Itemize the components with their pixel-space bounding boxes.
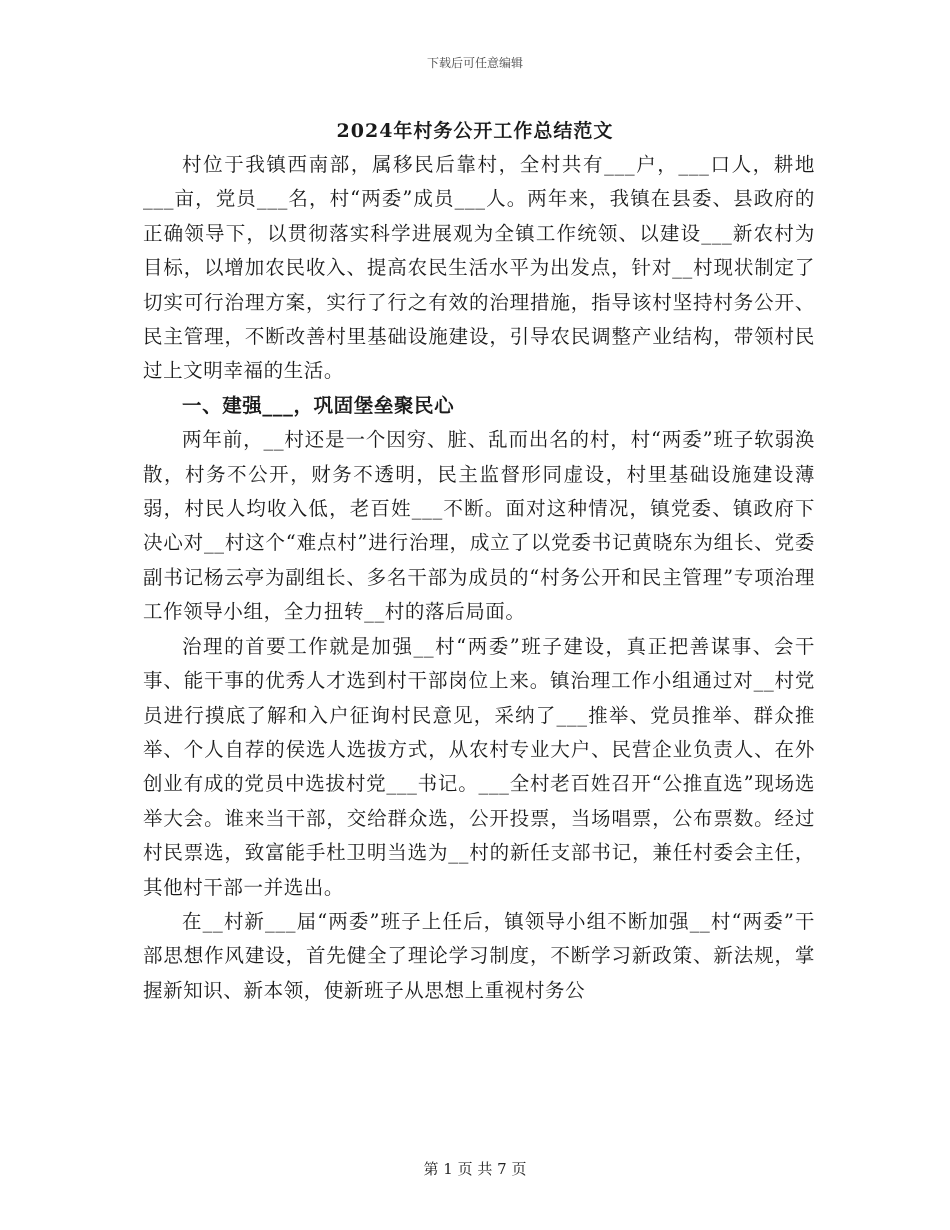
page-header-note: 下载后可任意编辑	[426, 56, 523, 70]
paragraph-new-committee: 在__村新___届“两委”班子上任后，镇领导小组不断加强__村“两委”干部思想作风建设，首先健全了理论学习制度，不断学习新政策、新法规，掌握新知识、新本领，使新班子从思想上重视村务公	[143, 909, 815, 1002]
document-title: 2024年村务公开工作总结范文	[336, 120, 614, 142]
paragraph-background: 两年前，__村还是一个因穷、脏、乱而出名的村，村“两委”班子软弱涣散，村务不公开，财务不透明，民主监督形同虚设，村里基础设施建设薄弱，村民人均收入低，老百姓___不断。面对这种情况，镇党委、镇政府下决心对__村这个“难点村”进行治理，成立了以党委书记黄晓东为组长、党委副书记杨云亭为副组长、多名干部为成员的“村务公开和民主管理”专项治理工作领导小组，全力扭转__村的落后局面。	[143, 428, 815, 624]
page-number: 第 1 页 共 7 页	[423, 1160, 527, 1178]
paragraph-team-building: 治理的首要工作就是加强__村“两委”班子建设，真正把善谋事、会干事、能干事的优秀人才选到村干部岗位上来。镇治理工作小组通过对__村党员进行摸底了解和入户征询村民意见，采纳了___推举、党员推举、群众推举、个人自荐的侯选人选拔方式，从农村专业大户、民营企业负责人、在外创业有成的党员中选拔村党___书记。___全村老百姓召开“公推直选”现场选举大会。谁来当干部，交给群众选，公开投票，当场唱票，公布票数。经过村民票选，致富能手杜卫明当选为__村的新任支部书记，兼任村委会主任，其他村干部一并选出。	[143, 634, 815, 899]
section-heading: 一、建强___，巩固堡垒聚民心	[182, 393, 455, 417]
document-body	[143, 148, 815, 1008]
paragraph-intro: 村位于我镇西南部，属移民后靠村，全村共有___户，___口人，耕地___亩，党员___名，村“两委”成员___人。两年来，我镇在县委、县政府的正确领导下，以贯彻落实科学进展观为全镇工作统领、以建设___新农村为目标，以增加农民收入、提高农民生活水平为出发点，针对__村现状制定了切实可行治理方案，实行了行之有效的治理措施，指导该村坚持村务公开、民主管理，不断改善村里基础设施建设，引导农民调整产业结构，带领村民过上文明幸福的生活。	[143, 153, 815, 383]
